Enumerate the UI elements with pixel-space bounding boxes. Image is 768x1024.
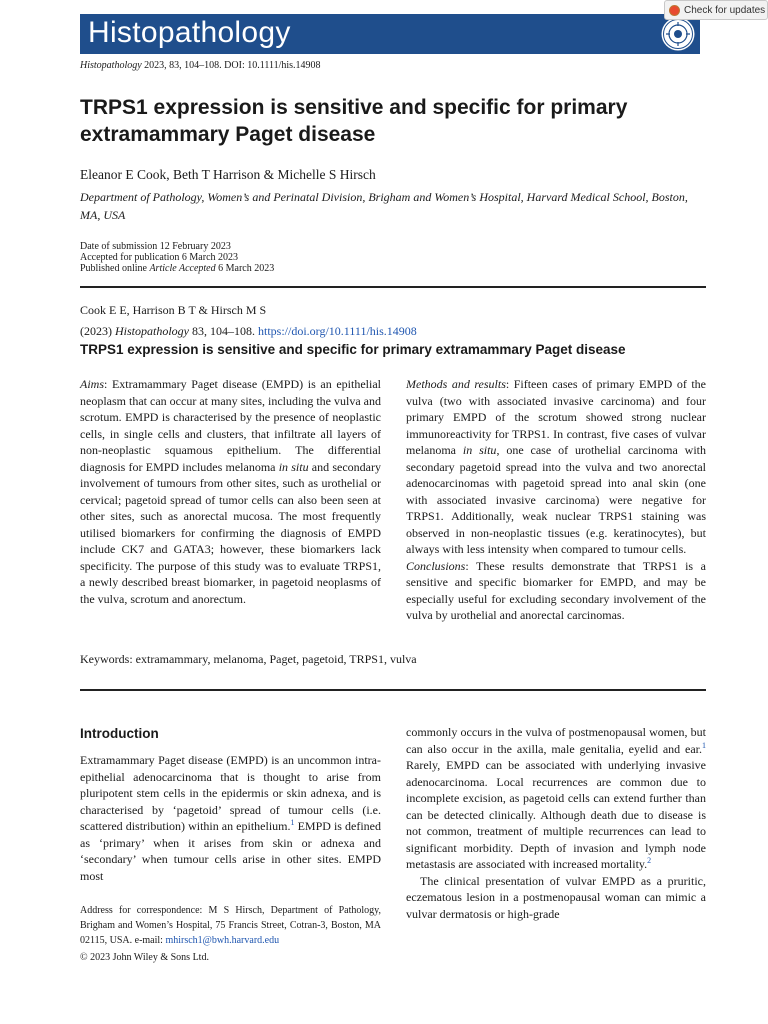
article-title: TRPS1 expression is sensitive and specific for primary extramammary Paget disease [80, 96, 628, 146]
methods-label: Methods and results [406, 377, 506, 391]
introduction-left-column: Extramammary Paget disease (EMPD) is an uncommon intra-epithelial adenocarcinoma that is thought to arise from pluripotent stem cells in the epidermis or skin adnexa, and is characterised by ‘pagetoid’ spread of tumour cells (i.e. scattered distribution) within an epithelium.$^1$ EMPD is defined as ‘primary’ when it arises from skin or adnexa and ‘secondary’ when tumour cells arise in other sites. EMPD most [80, 753, 382, 883]
top-divider [80, 286, 706, 288]
date-accepted: Accepted for publication 6 March 2023 [80, 252, 239, 263]
reference-2[interactable]: 2 [647, 856, 652, 865]
doi-link[interactable]: https://doi.org/10.1111/his.14908 [258, 324, 417, 338]
email-link[interactable]: mhirsch1@bwh.harvard.edu [165, 935, 280, 946]
check-updates-label: Check for updates [684, 4, 766, 16]
citation-line [80, 60, 321, 71]
cite-reference: (2023) Histopathology 83, 104–108. https://doi.org/10.1111/his.14908 [80, 324, 417, 338]
journal-seal-icon [660, 16, 696, 52]
journal-banner [80, 14, 700, 54]
reference-1[interactable]: 1 [290, 818, 295, 827]
journal-name: Histopathology [88, 16, 291, 49]
introduction-right-column: commonly occurs in the vulva of postmenopausal women, but can also occur in the axilla, male genitalia, eyelid and ear.$^1$ Rarely, EMPD can be associated with underlying invasive adenocarcinoma. Local recurrences are common due to incomplete excision, as pagetoid cells can extend further than can be detected clinically. Although death due to disease is not common, treatment of multiple recurrences can lead to significant morbidity. Depth of invasion and lymph node metastasis are associated with increased mortality.$^2$ The clinical presentation of vulvar EMPD as a pruritic, eczematous lesion in a postmenopausal woman can mimic a vulvar dermatosis or high-grade [406, 725, 706, 921]
citation-journal: Histopathology [80, 60, 142, 71]
bottom-divider [80, 689, 706, 691]
citation-details: 2023, 83, 104–108. DOI: 10.1111/his.14908 [141, 60, 321, 71]
introduction-heading: Introduction [80, 726, 159, 741]
conclusions-label: Conclusions [406, 558, 466, 573]
article-dates [80, 241, 274, 274]
article-authors: Eleanor E Cook, Beth T Harrison & Michelle S Hirsch [80, 167, 376, 182]
cite-title: TRPS1 expression is sensitive and specific for primary extramammary Paget disease [80, 342, 626, 357]
abstract-aims: Aims: Extramammary Paget disease (EMPD) is an epithelial neoplasm that can occur at many sites, including the vulva and scrotum. EMPD is characterised by the presence of neoplastic cells, in single cells and clusters, that infiltrate all layers of non-neoplastic squamous epithelium. The differential diagnosis for EMPD includes melanoma in situ and secondary involvement of tumours from other sites, such as urothelial or cervical; pagetoid spread of tumor cells can also been seen at other sites, such as anorectal mucosa. The most frequently utilised biomarkers for confirming the diagnosis of EMPD include CK7 and GATA3; however, these biomarkers lack specificity. The purpose of this study was to evaluate TRPS1, a newly described breast biomarker, in pagetoid neoplasms of the vulva, scrotum and anorectum. [80, 377, 381, 606]
cite-authors: Cook E E, Harrison B T & Hirsch M S [80, 303, 267, 317]
correspondence-address: Address for correspondence: M S Hirsch, Department of Pathology, Brigham and Women’s Hospital, 75 Francis Street, Cotran-3, Boston, MA 02115, USA. e-mail: mhirsch1@bwh.harvard.edu [80, 905, 381, 946]
abstract-methods-conclusions: Methods and results: Fifteen cases of primary EMPD of the vulva (two with associated invasive carcinoma) and four primary EMPD of the scrotum showed strong nuclear immunoreactivity for TRPS1. In contrast, five cases of vulvar melanoma in situ, one case of urothelial carcinoma with secondary pagetoid spread into the vulva and two anorectal adenocarcinomas with pagetoid spread into anal skin (one with associated invasive carcinoma) were negative for TRPS1. Additionally, weak nuclear TRPS1 staining was observed in non-neoplastic tissues (e.g. keratinocytes), but always with less intensity when compared to tumour cells. Conclusions: These results demonstrate that TRPS1 is a sensitive and specific biomarker for EMPD, and may be especially useful for excluding secondary involvement of the vulva by urothelial and anorectal carcinomas. [406, 377, 707, 622]
article-affiliation: Department of Pathology, Women’s and Perinatal Division, Brigham and Women’s Hospital, Harvard Medical School, Boston, MA, USA [80, 190, 688, 222]
date-submission: Date of submission 12 February 2023 [80, 241, 231, 252]
check-for-updates-button[interactable] [664, 0, 768, 20]
keywords: Keywords: extramammary, melanoma, Paget, pagetoid, TRPS1, vulva [80, 652, 417, 666]
copyright: © 2023 John Wiley & Sons Ltd. [80, 952, 209, 963]
check-updates-icon [669, 5, 680, 16]
cite-as-block [80, 300, 417, 342]
reference-1b[interactable]: 1 [702, 740, 706, 750]
aims-label: Aims [80, 377, 104, 391]
date-published: Published online Article Accepted 6 March 2023 [80, 263, 275, 274]
